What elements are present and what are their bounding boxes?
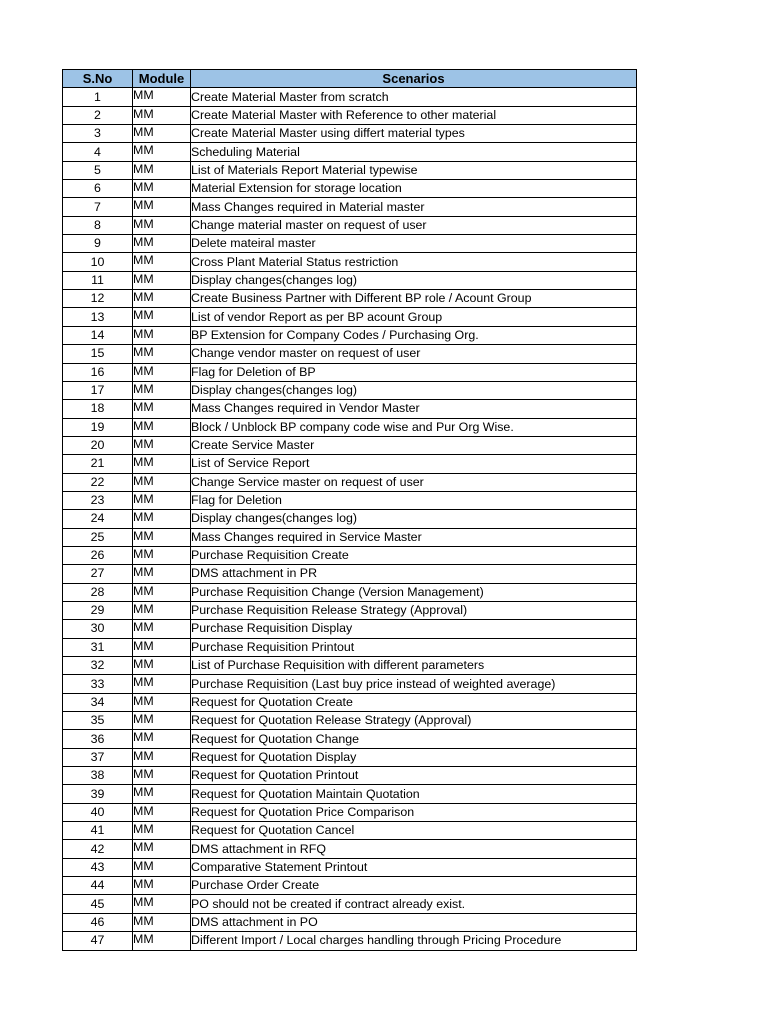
row-scenario-cell: Display changes(changes log) bbox=[191, 510, 637, 528]
row-sno-cell: 41 bbox=[63, 822, 133, 840]
row-scenario-cell: List of Service Report bbox=[191, 455, 637, 473]
header-module: Module bbox=[133, 70, 191, 88]
row-scenario-cell: Request for Quotation Release Strategy (Approval) bbox=[191, 712, 637, 730]
table-header bbox=[63, 70, 637, 88]
table-row bbox=[63, 308, 637, 326]
row-scenario-cell: BP Extension for Company Codes / Purchasing Org. bbox=[191, 326, 637, 344]
row-scenario-cell: Change vendor master on request of user bbox=[191, 345, 637, 363]
row-sno-cell: 30 bbox=[63, 620, 133, 638]
row-scenario-cell: DMS attachment in PR bbox=[191, 565, 637, 583]
table-row bbox=[63, 418, 637, 436]
row-scenario-cell: DMS attachment in PO bbox=[191, 913, 637, 931]
table-row bbox=[63, 363, 637, 381]
row-module-cell: MM bbox=[133, 822, 191, 840]
table-row bbox=[63, 712, 637, 730]
table-row bbox=[63, 601, 637, 619]
row-scenario-cell: Create Material Master from scratch bbox=[191, 88, 637, 106]
table-row bbox=[63, 326, 637, 344]
row-sno-cell: 24 bbox=[63, 510, 133, 528]
row-module-cell: MM bbox=[133, 565, 191, 583]
table-row bbox=[63, 381, 637, 399]
table-row bbox=[63, 473, 637, 491]
row-module-cell: MM bbox=[133, 546, 191, 564]
row-module-cell: MM bbox=[133, 785, 191, 803]
row-scenario-cell: Request for Quotation Cancel bbox=[191, 822, 637, 840]
row-sno-cell: 10 bbox=[63, 253, 133, 271]
table-row bbox=[63, 730, 637, 748]
row-sno-cell: 35 bbox=[63, 712, 133, 730]
row-scenario-cell: Scheduling Material bbox=[191, 143, 637, 161]
row-module-cell: MM bbox=[133, 216, 191, 234]
row-scenario-cell: Comparative Statement Printout bbox=[191, 858, 637, 876]
row-module-cell: MM bbox=[133, 620, 191, 638]
row-module-cell: MM bbox=[133, 290, 191, 308]
table-row bbox=[63, 877, 637, 895]
table-row bbox=[63, 198, 637, 216]
row-sno-cell: 23 bbox=[63, 491, 133, 509]
row-scenario-cell: List of Materials Report Material typewise bbox=[191, 161, 637, 179]
table-row bbox=[63, 88, 637, 106]
row-scenario-cell: Create Material Master using differt material types bbox=[191, 125, 637, 143]
table-row bbox=[63, 565, 637, 583]
table-row bbox=[63, 510, 637, 528]
table-row bbox=[63, 803, 637, 821]
row-sno-cell: 9 bbox=[63, 235, 133, 253]
row-module-cell: MM bbox=[133, 657, 191, 675]
row-sno-cell: 37 bbox=[63, 748, 133, 766]
row-module-cell: MM bbox=[133, 638, 191, 656]
row-module-cell: MM bbox=[133, 693, 191, 711]
row-module-cell: MM bbox=[133, 125, 191, 143]
table-row bbox=[63, 400, 637, 418]
row-sno-cell: 20 bbox=[63, 436, 133, 454]
table-row bbox=[63, 345, 637, 363]
row-sno-cell: 17 bbox=[63, 381, 133, 399]
row-module-cell: MM bbox=[133, 858, 191, 876]
row-module-cell: MM bbox=[133, 308, 191, 326]
row-scenario-cell: Flag for Deletion bbox=[191, 491, 637, 509]
row-sno-cell: 46 bbox=[63, 913, 133, 931]
row-module-cell: MM bbox=[133, 803, 191, 821]
table-row bbox=[63, 271, 637, 289]
row-module-cell: MM bbox=[133, 88, 191, 106]
row-scenario-cell: Different Import / Local charges handling through Pricing Procedure bbox=[191, 932, 637, 950]
row-scenario-cell: Mass Changes required in Service Master bbox=[191, 528, 637, 546]
row-sno-cell: 29 bbox=[63, 601, 133, 619]
row-sno-cell: 36 bbox=[63, 730, 133, 748]
row-module-cell: MM bbox=[133, 730, 191, 748]
row-module-cell: MM bbox=[133, 418, 191, 436]
row-scenario-cell: PO should not be created if contract already exist. bbox=[191, 895, 637, 913]
table-row bbox=[63, 620, 637, 638]
table-row bbox=[63, 161, 637, 179]
row-module-cell: MM bbox=[133, 877, 191, 895]
table-row bbox=[63, 106, 637, 124]
row-scenario-cell: Purchase Requisition (Last buy price instead of weighted average) bbox=[191, 675, 637, 693]
row-module-cell: MM bbox=[133, 675, 191, 693]
scenario-table bbox=[62, 69, 637, 951]
row-sno-cell: 1 bbox=[63, 88, 133, 106]
row-scenario-cell: Create Service Master bbox=[191, 436, 637, 454]
row-module-cell: MM bbox=[133, 180, 191, 198]
row-sno-cell: 8 bbox=[63, 216, 133, 234]
row-sno-cell: 5 bbox=[63, 161, 133, 179]
row-sno-cell: 45 bbox=[63, 895, 133, 913]
row-scenario-cell: Purchase Requisition Release Strategy (Approval) bbox=[191, 601, 637, 619]
row-sno-cell: 22 bbox=[63, 473, 133, 491]
row-scenario-cell: List of vendor Report as per BP acount Group bbox=[191, 308, 637, 326]
row-sno-cell: 39 bbox=[63, 785, 133, 803]
row-sno-cell: 16 bbox=[63, 363, 133, 381]
table-row bbox=[63, 638, 637, 656]
table-row bbox=[63, 436, 637, 454]
row-module-cell: MM bbox=[133, 326, 191, 344]
row-module-cell: MM bbox=[133, 913, 191, 931]
row-scenario-cell: Request for Quotation Price Comparison bbox=[191, 803, 637, 821]
table-row bbox=[63, 693, 637, 711]
row-sno-cell: 25 bbox=[63, 528, 133, 546]
row-scenario-cell: Purchase Requisition Create bbox=[191, 546, 637, 564]
row-module-cell: MM bbox=[133, 932, 191, 950]
table-row bbox=[63, 290, 637, 308]
row-sno-cell: 14 bbox=[63, 326, 133, 344]
row-scenario-cell: Request for Quotation Create bbox=[191, 693, 637, 711]
row-scenario-cell: Cross Plant Material Status restriction bbox=[191, 253, 637, 271]
header-sno: S.No bbox=[63, 70, 133, 88]
row-module-cell: MM bbox=[133, 473, 191, 491]
row-scenario-cell: Change Service master on request of user bbox=[191, 473, 637, 491]
row-scenario-cell: Display changes(changes log) bbox=[191, 381, 637, 399]
row-scenario-cell: Display changes(changes log) bbox=[191, 271, 637, 289]
row-module-cell: MM bbox=[133, 271, 191, 289]
row-sno-cell: 47 bbox=[63, 932, 133, 950]
row-module-cell: MM bbox=[133, 253, 191, 271]
row-scenario-cell: Material Extension for storage location bbox=[191, 180, 637, 198]
header-scenarios: Scenarios bbox=[191, 70, 637, 88]
table-row bbox=[63, 125, 637, 143]
row-scenario-cell: Purchase Requisition Printout bbox=[191, 638, 637, 656]
row-scenario-cell: Create Material Master with Reference to other material bbox=[191, 106, 637, 124]
row-module-cell: MM bbox=[133, 363, 191, 381]
row-sno-cell: 34 bbox=[63, 693, 133, 711]
row-scenario-cell: Purchase Requisition Display bbox=[191, 620, 637, 638]
row-module-cell: MM bbox=[133, 583, 191, 601]
row-module-cell: MM bbox=[133, 712, 191, 730]
row-module-cell: MM bbox=[133, 840, 191, 858]
row-scenario-cell: DMS attachment in RFQ bbox=[191, 840, 637, 858]
row-sno-cell: 3 bbox=[63, 125, 133, 143]
row-sno-cell: 11 bbox=[63, 271, 133, 289]
row-sno-cell: 38 bbox=[63, 767, 133, 785]
row-scenario-cell: Mass Changes required in Material master bbox=[191, 198, 637, 216]
row-scenario-cell: Request for Quotation Display bbox=[191, 748, 637, 766]
row-scenario-cell: Create Business Partner with Different BP role / Acount Group bbox=[191, 290, 637, 308]
table-row bbox=[63, 455, 637, 473]
row-module-cell: MM bbox=[133, 510, 191, 528]
row-sno-cell: 7 bbox=[63, 198, 133, 216]
row-sno-cell: 13 bbox=[63, 308, 133, 326]
row-module-cell: MM bbox=[133, 400, 191, 418]
table-row bbox=[63, 840, 637, 858]
table-row bbox=[63, 491, 637, 509]
row-scenario-cell: List of Purchase Requisition with different parameters bbox=[191, 657, 637, 675]
row-sno-cell: 21 bbox=[63, 455, 133, 473]
row-sno-cell: 32 bbox=[63, 657, 133, 675]
row-module-cell: MM bbox=[133, 381, 191, 399]
table-row bbox=[63, 675, 637, 693]
table-row bbox=[63, 216, 637, 234]
row-scenario-cell: Purchase Requisition Change (Version Management) bbox=[191, 583, 637, 601]
row-scenario-cell: Purchase Order Create bbox=[191, 877, 637, 895]
row-module-cell: MM bbox=[133, 491, 191, 509]
row-scenario-cell: Request for Quotation Printout bbox=[191, 767, 637, 785]
row-module-cell: MM bbox=[133, 106, 191, 124]
row-sno-cell: 33 bbox=[63, 675, 133, 693]
table-row bbox=[63, 235, 637, 253]
table-row bbox=[63, 785, 637, 803]
row-sno-cell: 15 bbox=[63, 345, 133, 363]
row-sno-cell: 44 bbox=[63, 877, 133, 895]
row-sno-cell: 40 bbox=[63, 803, 133, 821]
row-module-cell: MM bbox=[133, 143, 191, 161]
row-module-cell: MM bbox=[133, 198, 191, 216]
row-sno-cell: 12 bbox=[63, 290, 133, 308]
row-sno-cell: 42 bbox=[63, 840, 133, 858]
row-sno-cell: 43 bbox=[63, 858, 133, 876]
table-row bbox=[63, 253, 637, 271]
table-row bbox=[63, 767, 637, 785]
table-row bbox=[63, 932, 637, 950]
header-row bbox=[63, 70, 637, 88]
table-row bbox=[63, 748, 637, 766]
table-body bbox=[63, 88, 637, 950]
row-sno-cell: 27 bbox=[63, 565, 133, 583]
row-module-cell: MM bbox=[133, 345, 191, 363]
row-module-cell: MM bbox=[133, 161, 191, 179]
row-module-cell: MM bbox=[133, 601, 191, 619]
row-sno-cell: 4 bbox=[63, 143, 133, 161]
row-sno-cell: 31 bbox=[63, 638, 133, 656]
table-row bbox=[63, 528, 637, 546]
row-module-cell: MM bbox=[133, 748, 191, 766]
table-row bbox=[63, 143, 637, 161]
row-module-cell: MM bbox=[133, 455, 191, 473]
table-row bbox=[63, 858, 637, 876]
row-sno-cell: 28 bbox=[63, 583, 133, 601]
row-sno-cell: 18 bbox=[63, 400, 133, 418]
row-module-cell: MM bbox=[133, 436, 191, 454]
table-row bbox=[63, 180, 637, 198]
row-module-cell: MM bbox=[133, 895, 191, 913]
row-sno-cell: 6 bbox=[63, 180, 133, 198]
row-scenario-cell: Request for Quotation Change bbox=[191, 730, 637, 748]
table-row bbox=[63, 822, 637, 840]
row-sno-cell: 19 bbox=[63, 418, 133, 436]
row-module-cell: MM bbox=[133, 767, 191, 785]
row-sno-cell: 26 bbox=[63, 546, 133, 564]
row-scenario-cell: Mass Changes required in Vendor Master bbox=[191, 400, 637, 418]
row-sno-cell: 2 bbox=[63, 106, 133, 124]
table-row bbox=[63, 895, 637, 913]
row-scenario-cell: Change material master on request of user bbox=[191, 216, 637, 234]
row-module-cell: MM bbox=[133, 528, 191, 546]
table-row bbox=[63, 546, 637, 564]
table-row bbox=[63, 657, 637, 675]
table-row bbox=[63, 913, 637, 931]
row-scenario-cell: Delete mateiral master bbox=[191, 235, 637, 253]
row-scenario-cell: Request for Quotation Maintain Quotation bbox=[191, 785, 637, 803]
row-module-cell: MM bbox=[133, 235, 191, 253]
row-scenario-cell: Flag for Deletion of BP bbox=[191, 363, 637, 381]
table-row bbox=[63, 583, 637, 601]
row-scenario-cell: Block / Unblock BP company code wise and Pur Org Wise. bbox=[191, 418, 637, 436]
